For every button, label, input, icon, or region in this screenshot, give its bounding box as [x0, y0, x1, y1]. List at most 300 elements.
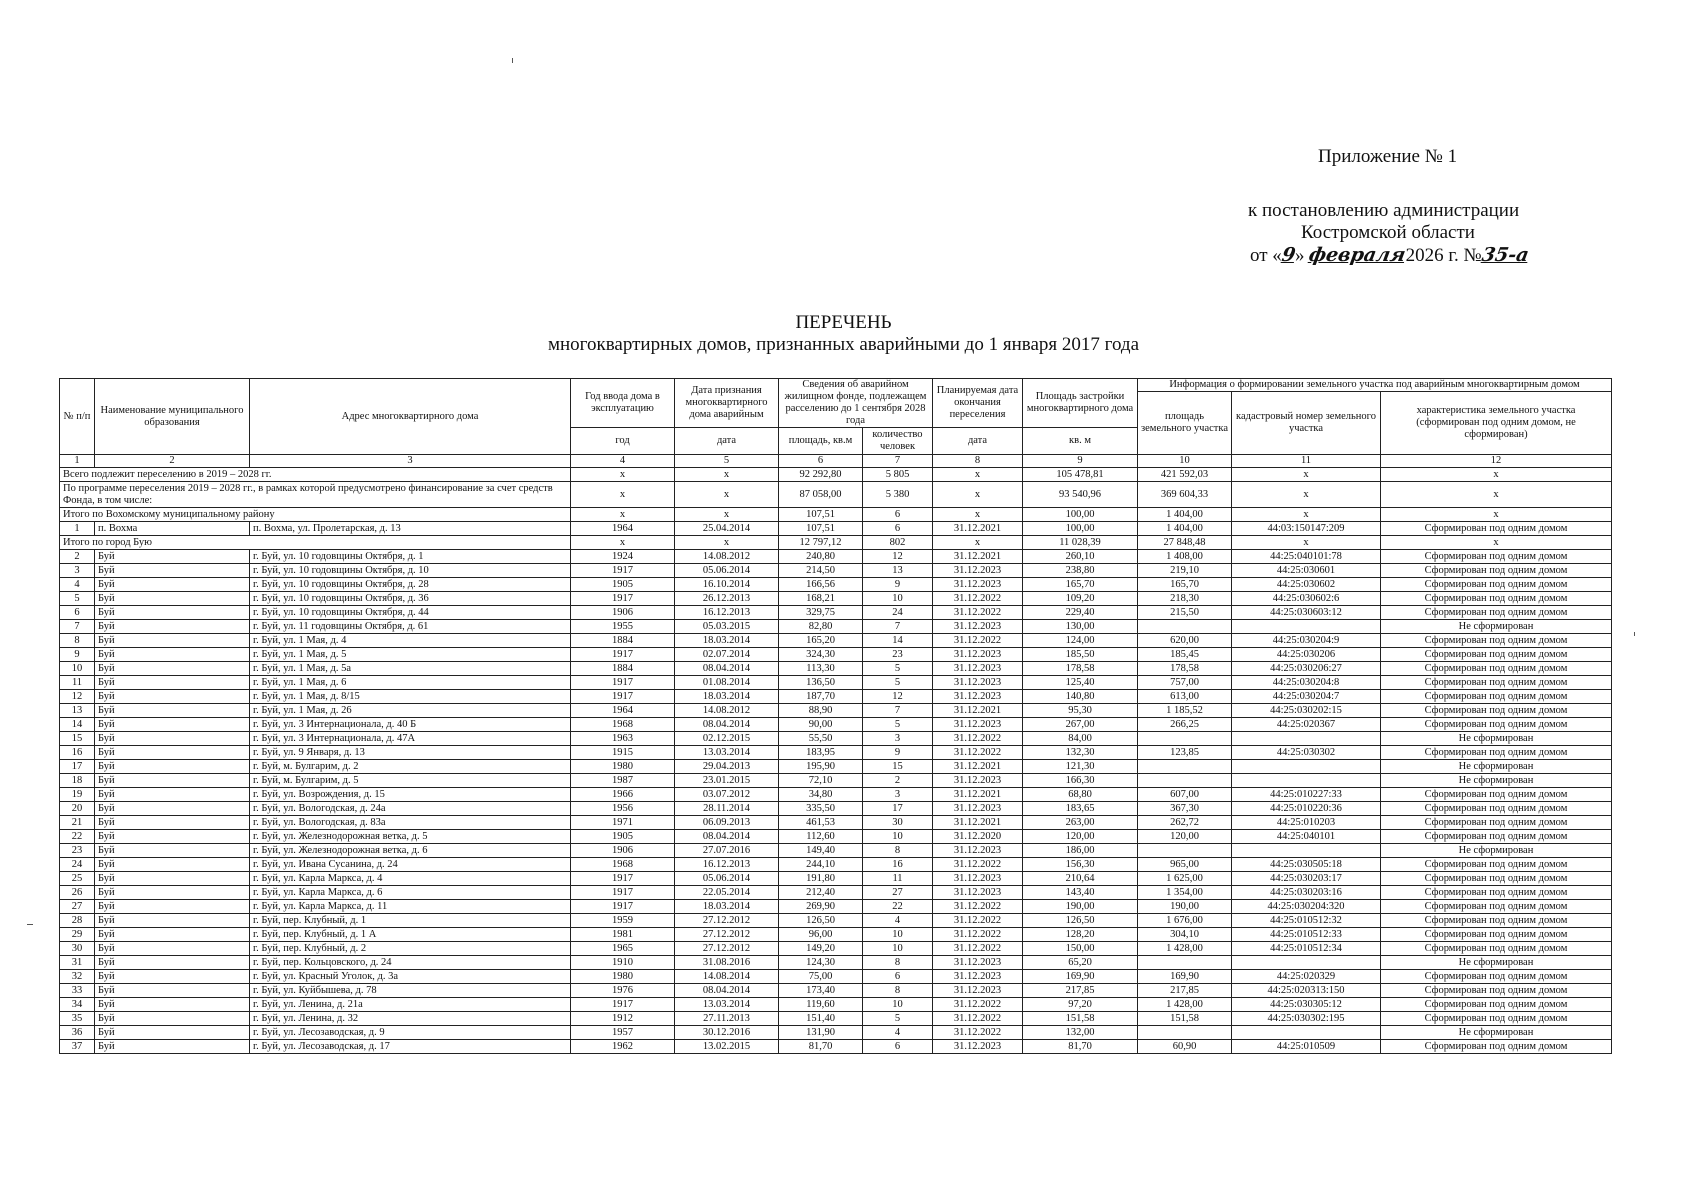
row-land-char: Сформирован под одним домом — [1381, 942, 1612, 956]
row-address: г. Буй, ул. 1 Мая, д. 4 — [250, 634, 571, 648]
row-address: г. Буй, ул. 10 годовщины Октября, д. 44 — [250, 606, 571, 620]
handwritten-number: 35-а — [1479, 244, 1531, 266]
row-people: 9 — [863, 578, 933, 592]
row-land-char: Сформирован под одним домом — [1381, 564, 1612, 578]
row-land-char: Сформирован под одним домом — [1381, 634, 1612, 648]
handwritten-day: 9 — [1279, 244, 1297, 266]
row-area-built: 150,00 — [1023, 942, 1138, 956]
summary-cad: x — [1232, 508, 1381, 522]
table-row — [60, 690, 1612, 704]
row-municipality: Буй — [95, 774, 250, 788]
unit-date: дата — [675, 428, 779, 455]
row-date: 14.08.2014 — [675, 970, 779, 984]
row-municipality: Буй — [95, 998, 250, 1012]
row-people: 6 — [863, 1040, 933, 1054]
table-body — [60, 468, 1612, 1054]
row-plan-date: 31.12.2021 — [933, 704, 1023, 718]
row-date: 23.01.2015 — [675, 774, 779, 788]
row-land-char: Не сформирован — [1381, 956, 1612, 970]
table-row — [60, 844, 1612, 858]
row-number: 27 — [60, 900, 95, 914]
row-area-built: 183,65 — [1023, 802, 1138, 816]
summary-land: 421 592,03 — [1138, 468, 1232, 482]
summary-cad: x — [1232, 482, 1381, 508]
from-prefix: от « — [1250, 245, 1282, 266]
row-number: 3 — [60, 564, 95, 578]
row-date: 29.04.2013 — [675, 760, 779, 774]
row-date: 28.11.2014 — [675, 802, 779, 816]
row-address: г. Буй, м. Булгарим, д. 2 — [250, 760, 571, 774]
row-year: 1917 — [571, 676, 675, 690]
row-land-area: 60,90 — [1138, 1040, 1232, 1054]
row-address: г. Буй, м. Булгарим, д. 5 — [250, 774, 571, 788]
row-municipality: Буй — [95, 844, 250, 858]
table-row — [60, 662, 1612, 676]
row-address: г. Буй, ул. 10 годовщины Октября, д. 28 — [250, 578, 571, 592]
row-date: 16.12.2013 — [675, 858, 779, 872]
row-area: 195,90 — [779, 760, 863, 774]
row-date: 27.07.2016 — [675, 844, 779, 858]
row-cadastral: 44:25:010512:33 — [1232, 928, 1381, 942]
row-area: 335,50 — [779, 802, 863, 816]
row-land-area: 190,00 — [1138, 900, 1232, 914]
row-area: 269,90 — [779, 900, 863, 914]
row-number: 32 — [60, 970, 95, 984]
row-people: 12 — [863, 550, 933, 564]
row-address: г. Буй, ул. 10 годовщины Октября, д. 10 — [250, 564, 571, 578]
row-year: 1971 — [571, 816, 675, 830]
row-number: 24 — [60, 858, 95, 872]
row-area-built: 166,30 — [1023, 774, 1138, 788]
row-people: 6 — [863, 970, 933, 984]
row-number: 31 — [60, 956, 95, 970]
row-cadastral: 44:25:030203:16 — [1232, 886, 1381, 900]
table-row — [60, 760, 1612, 774]
row-number: 11 — [60, 676, 95, 690]
houses-table — [59, 378, 1612, 1054]
row-cadastral: 44:25:010509 — [1232, 1040, 1381, 1054]
row-number: 34 — [60, 998, 95, 1012]
row-land-char: Сформирован под одним домом — [1381, 1040, 1612, 1054]
table-row — [60, 830, 1612, 844]
row-land-char: Сформирован под одним домом — [1381, 746, 1612, 760]
row-plan-date: 31.12.2023 — [933, 970, 1023, 984]
row-area: 112,60 — [779, 830, 863, 844]
row-area: 124,30 — [779, 956, 863, 970]
row-area-built: 65,20 — [1023, 956, 1138, 970]
row-land-area — [1138, 774, 1232, 788]
row-plan-date: 31.12.2022 — [933, 928, 1023, 942]
row-municipality: Буй — [95, 886, 250, 900]
row-land-area: 1 428,00 — [1138, 942, 1232, 956]
row-address: г. Буй, ул. Карла Маркса, д. 6 — [250, 886, 571, 900]
row-address: г. Буй, ул. Лесозаводская, д. 17 — [250, 1040, 571, 1054]
row-year: 1905 — [571, 830, 675, 844]
row-plan-date: 31.12.2023 — [933, 620, 1023, 634]
row-municipality: Буй — [95, 956, 250, 970]
table-row — [60, 634, 1612, 648]
summary-area: 12 797,12 — [779, 536, 863, 550]
row-land-char: Не сформирован — [1381, 1026, 1612, 1040]
row-number: 23 — [60, 844, 95, 858]
row-area: 168,21 — [779, 592, 863, 606]
row-area: 166,56 — [779, 578, 863, 592]
row-address: г. Буй, ул. 10 годовщины Октября, д. 1 — [250, 550, 571, 564]
summary-date: x — [675, 468, 779, 482]
row-people: 5 — [863, 662, 933, 676]
row-year: 1980 — [571, 760, 675, 774]
row-number: 29 — [60, 928, 95, 942]
summary-land: 369 604,33 — [1138, 482, 1232, 508]
row-plan-date: 31.12.2021 — [933, 550, 1023, 564]
row-municipality: Буй — [95, 1012, 250, 1026]
row-date: 25.04.2014 — [675, 522, 779, 536]
row-number: 1 — [60, 522, 95, 536]
column-number: 4 — [571, 455, 675, 468]
row-plan-date: 31.12.2023 — [933, 1040, 1023, 1054]
table-row — [60, 970, 1612, 984]
summary-land: 27 848,48 — [1138, 536, 1232, 550]
table-row — [60, 872, 1612, 886]
row-land-area — [1138, 956, 1232, 970]
row-cadastral: 44:25:010227:33 — [1232, 788, 1381, 802]
table-row — [60, 620, 1612, 634]
row-year: 1884 — [571, 662, 675, 676]
row-plan-date: 31.12.2023 — [933, 872, 1023, 886]
row-plan-date: 31.12.2022 — [933, 914, 1023, 928]
summary-cad: x — [1232, 468, 1381, 482]
row-date: 13.03.2014 — [675, 746, 779, 760]
row-plan-date: 31.12.2021 — [933, 788, 1023, 802]
row-area: 461,53 — [779, 816, 863, 830]
row-cadastral: 44:25:030505:18 — [1232, 858, 1381, 872]
summary-plan: x — [933, 508, 1023, 522]
row-cadastral: 44:25:010203 — [1232, 816, 1381, 830]
row-plan-date: 31.12.2023 — [933, 718, 1023, 732]
row-municipality: Буй — [95, 816, 250, 830]
row-address: г. Буй, ул. Железнодорожная ветка, д. 6 — [250, 844, 571, 858]
column-number: 3 — [250, 455, 571, 468]
summary-area: 87 058,00 — [779, 482, 863, 508]
table-row — [60, 522, 1612, 536]
row-plan-date: 31.12.2022 — [933, 1012, 1023, 1026]
unit-year: год — [571, 428, 675, 455]
row-plan-date: 31.12.2022 — [933, 732, 1023, 746]
row-address: г. Буй, ул. 1 Мая, д. 5а — [250, 662, 571, 676]
row-area: 131,90 — [779, 1026, 863, 1040]
row-area-built: 263,00 — [1023, 816, 1138, 830]
handwritten-month: февраля — [1307, 244, 1408, 266]
row-number: 12 — [60, 690, 95, 704]
row-date: 27.11.2013 — [675, 1012, 779, 1026]
row-area-built: 97,20 — [1023, 998, 1138, 1012]
row-cadastral: 44:25:030203:17 — [1232, 872, 1381, 886]
row-municipality: Буй — [95, 914, 250, 928]
summary-date: x — [675, 536, 779, 550]
table-row — [60, 942, 1612, 956]
row-area: 149,40 — [779, 844, 863, 858]
document-subtitle: многоквартирных домов, признанных аварийными до 1 января 2017 года — [547, 334, 1140, 355]
row-land-area: 965,00 — [1138, 858, 1232, 872]
summary-people: 6 — [863, 508, 933, 522]
row-year: 1965 — [571, 942, 675, 956]
row-area: 75,00 — [779, 970, 863, 984]
column-numbers-row — [60, 455, 1612, 468]
row-municipality: Буй — [95, 690, 250, 704]
row-area-built: 260,10 — [1023, 550, 1138, 564]
row-date: 05.03.2015 — [675, 620, 779, 634]
row-address: г. Буй, ул. Возрождения, д. 15 — [250, 788, 571, 802]
table-row — [60, 900, 1612, 914]
row-area-built: 178,58 — [1023, 662, 1138, 676]
row-people: 8 — [863, 844, 933, 858]
row-land-char: Сформирован под одним домом — [1381, 578, 1612, 592]
row-year: 1980 — [571, 970, 675, 984]
summary-plan: x — [933, 482, 1023, 508]
row-plan-date: 31.12.2023 — [933, 676, 1023, 690]
row-cadastral: 44:25:030305:12 — [1232, 998, 1381, 1012]
row-area-built: 109,20 — [1023, 592, 1138, 606]
row-date: 03.07.2012 — [675, 788, 779, 802]
row-land-char: Сформирован под одним домом — [1381, 648, 1612, 662]
row-area: 214,50 — [779, 564, 863, 578]
row-people: 17 — [863, 802, 933, 816]
row-municipality: Буй — [95, 648, 250, 662]
row-cadastral: 44:25:030206 — [1232, 648, 1381, 662]
row-year: 1906 — [571, 844, 675, 858]
row-municipality: Буй — [95, 634, 250, 648]
row-land-area: 1 404,00 — [1138, 522, 1232, 536]
row-area-built: 68,80 — [1023, 788, 1138, 802]
row-people: 7 — [863, 704, 933, 718]
row-date: 05.06.2014 — [675, 872, 779, 886]
row-year: 1917 — [571, 872, 675, 886]
row-people: 24 — [863, 606, 933, 620]
row-cadastral: 44:25:020313:150 — [1232, 984, 1381, 998]
row-date: 02.07.2014 — [675, 648, 779, 662]
row-area: 55,50 — [779, 732, 863, 746]
summary-plan: x — [933, 468, 1023, 482]
row-date: 27.12.2012 — [675, 942, 779, 956]
row-number: 20 — [60, 802, 95, 816]
row-land-char: Сформирован под одним домом — [1381, 900, 1612, 914]
row-cadastral — [1232, 732, 1381, 746]
summary-char: x — [1381, 468, 1612, 482]
row-land-char: Сформирован под одним домом — [1381, 1012, 1612, 1026]
row-date: 05.06.2014 — [675, 564, 779, 578]
row-land-area: 1 408,00 — [1138, 550, 1232, 564]
row-municipality: Буй — [95, 830, 250, 844]
row-land-area: 304,10 — [1138, 928, 1232, 942]
row-year: 1964 — [571, 522, 675, 536]
row-municipality: Буй — [95, 620, 250, 634]
table-row — [60, 704, 1612, 718]
row-land-area: 215,50 — [1138, 606, 1232, 620]
table-row — [60, 676, 1612, 690]
row-land-area: 178,58 — [1138, 662, 1232, 676]
row-plan-date: 31.12.2022 — [933, 900, 1023, 914]
row-area: 212,40 — [779, 886, 863, 900]
row-area: 329,75 — [779, 606, 863, 620]
row-cadastral: 44:25:030206:27 — [1232, 662, 1381, 676]
column-number: 10 — [1138, 455, 1232, 468]
row-number: 8 — [60, 634, 95, 648]
unit-people: количество человек — [863, 428, 933, 455]
row-municipality: п. Вохма — [95, 522, 250, 536]
row-cadastral: 44:25:040101 — [1232, 830, 1381, 844]
row-date: 08.04.2014 — [675, 662, 779, 676]
row-people: 2 — [863, 774, 933, 788]
row-area: 34,80 — [779, 788, 863, 802]
row-cadastral — [1232, 1026, 1381, 1040]
header-area-built: Площадь застройки многоквартирного дома — [1023, 379, 1138, 428]
row-year: 1955 — [571, 620, 675, 634]
row-people: 8 — [863, 956, 933, 970]
row-land-char: Сформирован под одним домом — [1381, 984, 1612, 998]
summary-plan: x — [933, 536, 1023, 550]
row-date: 26.12.2013 — [675, 592, 779, 606]
row-plan-date: 31.12.2023 — [933, 690, 1023, 704]
row-address: г. Буй, ул. 1 Мая, д. 26 — [250, 704, 571, 718]
row-people: 10 — [863, 998, 933, 1012]
row-people: 22 — [863, 900, 933, 914]
row-land-area — [1138, 620, 1232, 634]
summary-row — [60, 508, 1612, 522]
row-municipality: Буй — [95, 578, 250, 592]
row-land-char: Сформирован под одним домом — [1381, 606, 1612, 620]
row-land-char: Сформирован под одним домом — [1381, 914, 1612, 928]
row-area-built: 151,58 — [1023, 1012, 1138, 1026]
summary-people: 5 380 — [863, 482, 933, 508]
row-land-area: 266,25 — [1138, 718, 1232, 732]
row-area: 136,50 — [779, 676, 863, 690]
row-cadastral: 44:25:020367 — [1232, 718, 1381, 732]
row-number: 18 — [60, 774, 95, 788]
unit-sqm: кв. м — [1023, 428, 1138, 455]
row-plan-date: 31.12.2023 — [933, 844, 1023, 858]
row-people: 10 — [863, 830, 933, 844]
row-date: 30.12.2016 — [675, 1026, 779, 1040]
row-number: 17 — [60, 760, 95, 774]
from-mid: » — [1295, 245, 1310, 266]
row-land-char: Не сформирован — [1381, 760, 1612, 774]
row-people: 7 — [863, 620, 933, 634]
row-municipality: Буй — [95, 942, 250, 956]
row-year: 1964 — [571, 704, 675, 718]
row-land-char: Сформирован под одним домом — [1381, 522, 1612, 536]
row-land-char: Не сформирован — [1381, 844, 1612, 858]
row-address: г. Буй, пер. Клубный, д. 1 — [250, 914, 571, 928]
row-address: г. Буй, ул. Ивана Сусанина, д. 24 — [250, 858, 571, 872]
row-number: 19 — [60, 788, 95, 802]
header-land-area: площадь земельного участка — [1138, 392, 1232, 455]
row-area: 191,80 — [779, 872, 863, 886]
row-date: 18.03.2014 — [675, 634, 779, 648]
row-people: 5 — [863, 1012, 933, 1026]
row-year: 1959 — [571, 914, 675, 928]
row-cadastral: 44:25:030602:6 — [1232, 592, 1381, 606]
row-year: 1884 — [571, 634, 675, 648]
column-number: 8 — [933, 455, 1023, 468]
row-plan-date: 31.12.2023 — [933, 648, 1023, 662]
summary-built: 11 028,39 — [1023, 536, 1138, 550]
row-date: 18.03.2014 — [675, 900, 779, 914]
row-municipality: Буй — [95, 858, 250, 872]
summary-row — [60, 482, 1612, 508]
row-year: 1917 — [571, 648, 675, 662]
row-people: 6 — [863, 522, 933, 536]
unit-area: площадь, кв.м — [779, 428, 863, 455]
row-date: 13.02.2015 — [675, 1040, 779, 1054]
summary-label: Итого по город Бую — [60, 536, 571, 550]
row-plan-date: 31.12.2022 — [933, 592, 1023, 606]
row-address: г. Буй, ул. Ленина, д. 21а — [250, 998, 571, 1012]
table-row — [60, 956, 1612, 970]
row-people: 8 — [863, 984, 933, 998]
table-row — [60, 746, 1612, 760]
row-area: 149,20 — [779, 942, 863, 956]
table-row — [60, 606, 1612, 620]
row-land-area: 367,30 — [1138, 802, 1232, 816]
row-area-built: 95,30 — [1023, 704, 1138, 718]
scan-mark — [1634, 632, 1635, 636]
row-address: г. Буй, ул. Вологодская, д. 83а — [250, 816, 571, 830]
row-cadastral: 44:03:150147:209 — [1232, 522, 1381, 536]
row-land-char: Не сформирован — [1381, 620, 1612, 634]
row-land-char: Сформирован под одним домом — [1381, 662, 1612, 676]
row-address: г. Буй, ул. 1 Мая, д. 8/15 — [250, 690, 571, 704]
row-land-area: 219,10 — [1138, 564, 1232, 578]
row-year: 1917 — [571, 886, 675, 900]
summary-year: x — [571, 536, 675, 550]
row-plan-date: 31.12.2022 — [933, 606, 1023, 620]
table-row — [60, 718, 1612, 732]
row-year: 1917 — [571, 900, 675, 914]
row-land-area — [1138, 844, 1232, 858]
row-cadastral — [1232, 620, 1381, 634]
row-number: 25 — [60, 872, 95, 886]
row-plan-date: 31.12.2023 — [933, 984, 1023, 998]
row-cadastral: 44:25:030601 — [1232, 564, 1381, 578]
row-people: 12 — [863, 690, 933, 704]
row-land-char: Сформирован под одним домом — [1381, 872, 1612, 886]
summary-label: По программе переселения 2019 – 2028 гг., в рамках которой предусмотрено финансирование за счет средств Фонда, в том числе: — [60, 482, 571, 508]
row-year: 1968 — [571, 858, 675, 872]
row-address: г. Буй, ул. 1 Мая, д. 5 — [250, 648, 571, 662]
row-plan-date: 31.12.2023 — [933, 886, 1023, 900]
row-cadastral: 44:25:030204:320 — [1232, 900, 1381, 914]
row-number: 5 — [60, 592, 95, 606]
row-address: г. Буй, ул. 10 годовщины Октября, д. 36 — [250, 592, 571, 606]
row-plan-date: 31.12.2021 — [933, 522, 1023, 536]
row-land-area: 1 428,00 — [1138, 998, 1232, 1012]
row-area-built: 132,00 — [1023, 1026, 1138, 1040]
row-area-built: 217,85 — [1023, 984, 1138, 998]
row-address: г. Буй, пер. Клубный, д. 1 А — [250, 928, 571, 942]
row-land-area: 607,00 — [1138, 788, 1232, 802]
row-people: 13 — [863, 564, 933, 578]
column-number: 1 — [60, 455, 95, 468]
row-area-built: 100,00 — [1023, 522, 1138, 536]
row-land-area — [1138, 732, 1232, 746]
row-area-built: 121,30 — [1023, 760, 1138, 774]
row-area: 119,60 — [779, 998, 863, 1012]
row-date: 14.08.2012 — [675, 704, 779, 718]
row-area-built: 143,40 — [1023, 886, 1138, 900]
header-num: № п/п — [60, 379, 95, 455]
header-address: Адрес многоквартирного дома — [250, 379, 571, 455]
column-number: 12 — [1381, 455, 1612, 468]
